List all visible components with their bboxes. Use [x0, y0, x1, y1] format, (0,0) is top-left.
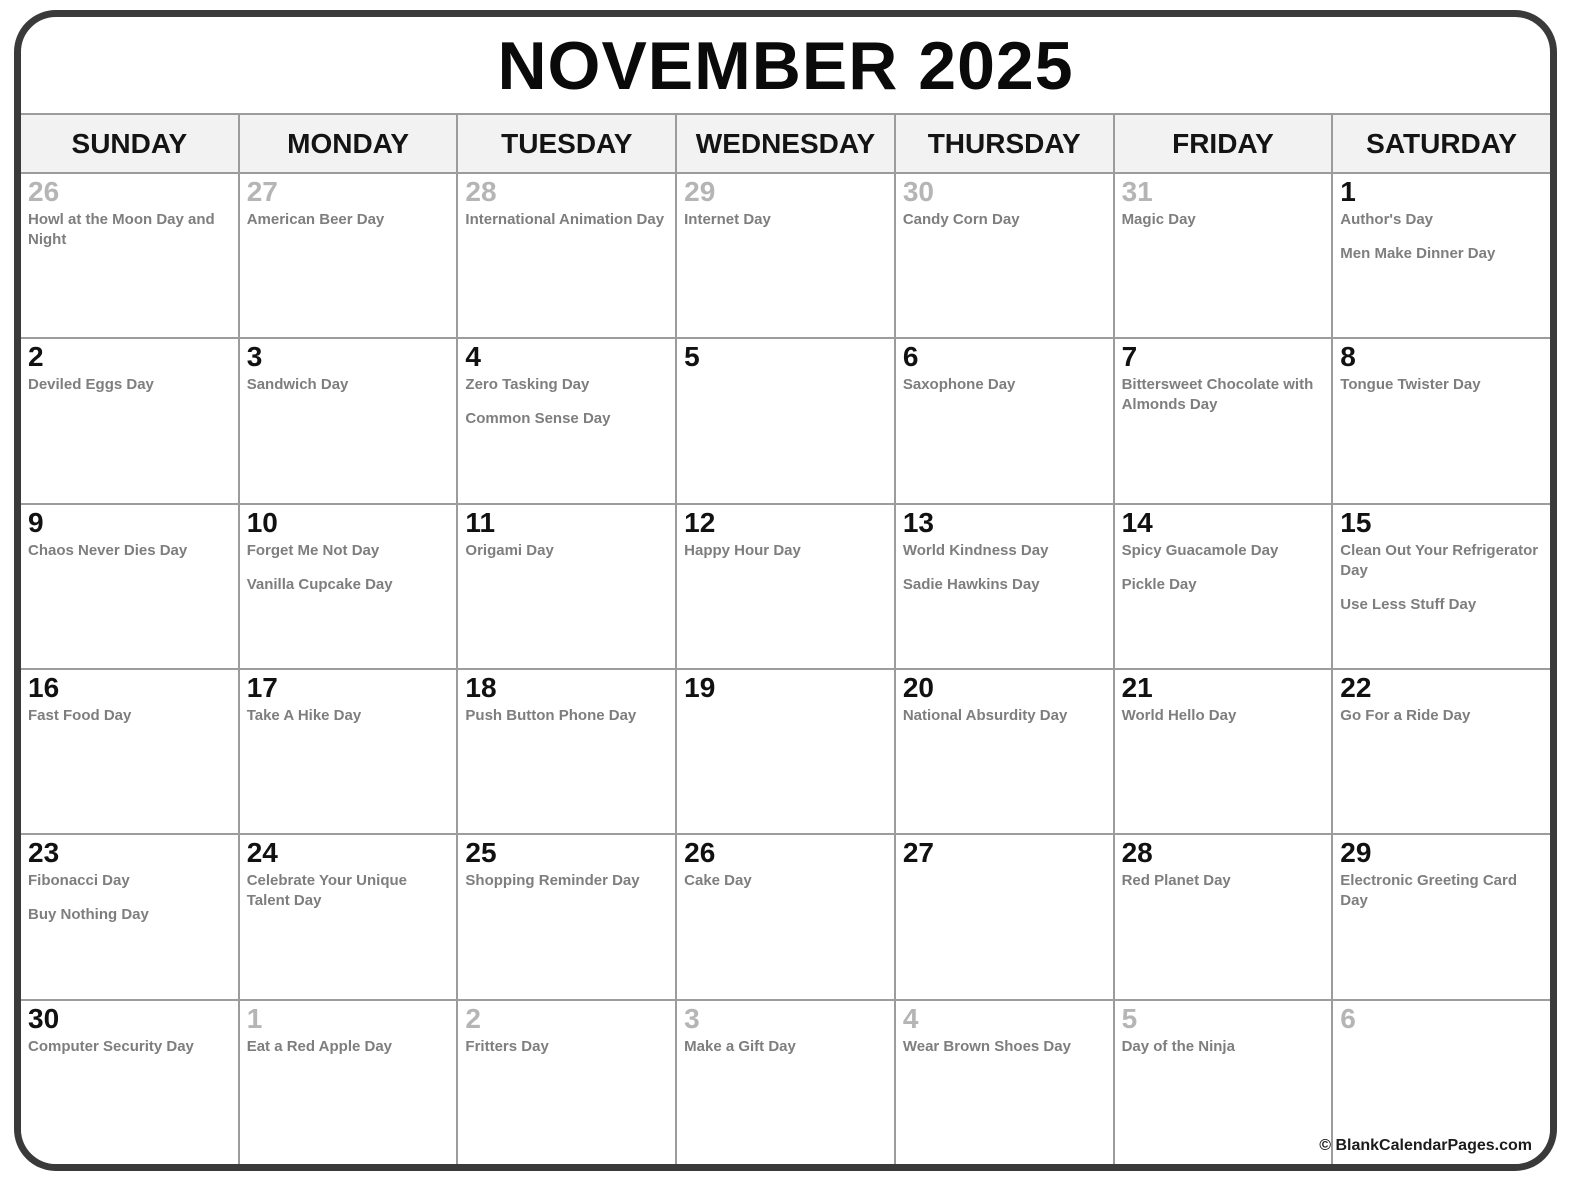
weekday-header: MONDAY [240, 115, 457, 172]
calendar-cell [240, 835, 457, 998]
date-number: 10 [246, 506, 278, 538]
holiday-label: Saxophone Day [902, 376, 1016, 394]
calendar-cell [1115, 505, 1332, 668]
calendar-cell [21, 835, 238, 998]
date-number: 29 [1340, 837, 1372, 869]
holiday-label: Computer Security Day [28, 1037, 194, 1055]
calendar-cell [1333, 339, 1550, 502]
holiday-label: National Absurdity Day [902, 706, 1068, 724]
holiday-label: Fast Food Day [28, 706, 132, 724]
holiday-label: Tongue Twister Day [1340, 376, 1481, 394]
date-number: 4 [465, 341, 481, 373]
holiday-label: Pickle Day [1121, 575, 1197, 593]
holiday-label: Use Less Stuff Day [1340, 595, 1477, 613]
calendar-cell [677, 174, 894, 337]
calendar-cell [1115, 339, 1332, 502]
holiday-label: World Hello Day [1121, 706, 1237, 724]
date-number: 31 [1121, 176, 1153, 207]
date-number: 27 [246, 176, 278, 207]
calendar-cell [1333, 174, 1550, 337]
holiday-label: Push Button Phone Day [465, 706, 637, 724]
calendar-cell [21, 339, 238, 502]
calendar-cell [896, 670, 1113, 833]
date-number: 3 [246, 341, 263, 373]
calendar-cell [1115, 670, 1332, 833]
holiday-label: Forget Me Not Day [246, 541, 380, 559]
calendar-cell [1333, 835, 1550, 998]
date-number: 28 [465, 176, 497, 207]
holiday-label: Wear Brown Shoes Day [902, 1037, 1071, 1055]
calendar-cell [458, 835, 675, 998]
date-number: 14 [1121, 506, 1153, 538]
holiday-label: Spicy Guacamole Day [1121, 541, 1279, 559]
calendar-cell [1333, 670, 1550, 833]
date-number: 9 [28, 506, 44, 538]
holiday-label: Bittersweet Chocolate with Almonds Day [1121, 376, 1314, 414]
date-number: 21 [1121, 671, 1153, 703]
calendar-cell [1333, 505, 1550, 668]
date-number: 4 [902, 1002, 919, 1034]
calendar-cell [21, 174, 238, 337]
holiday-label: Cake Day [684, 872, 752, 890]
holiday-label: Internet Day [684, 211, 771, 228]
calendar-cell [896, 1001, 1113, 1164]
holiday-label: Sadie Hawkins Day [902, 575, 1040, 593]
date-number: 7 [1121, 341, 1138, 373]
holiday-label: Deviled Eggs Day [28, 376, 154, 394]
calendar-cell [677, 505, 894, 668]
date-number: 15 [1340, 506, 1372, 538]
holiday-label: Common Sense Day [465, 410, 611, 428]
calendar-cell [240, 174, 457, 337]
date-number: 30 [902, 176, 934, 207]
calendar-cell [240, 1001, 457, 1164]
date-number: 1 [246, 1002, 263, 1034]
holiday-label: Day of the Ninja [1121, 1037, 1235, 1055]
date-number: 30 [28, 1002, 60, 1034]
calendar-cell [896, 174, 1113, 337]
holiday-label: Howl at the Moon Day and Night [28, 211, 215, 248]
date-number: 23 [28, 837, 60, 869]
holiday-label: Happy Hour Day [684, 541, 801, 559]
holiday-label: Magic Day [1121, 211, 1196, 228]
date-number: 11 [465, 506, 496, 538]
date-number: 3 [684, 1002, 700, 1034]
date-number: 5 [1121, 1002, 1138, 1034]
holiday-label: American Beer Day [246, 211, 385, 228]
calendar-cell [21, 1001, 238, 1164]
weekday-header: WEDNESDAY [677, 115, 894, 172]
date-number: 5 [684, 341, 700, 373]
date-number: 6 [1340, 1002, 1356, 1034]
holiday-label: Sandwich Day [246, 376, 349, 394]
date-number: 8 [1340, 341, 1356, 373]
date-number: 2 [28, 341, 44, 373]
date-number: 28 [1121, 837, 1153, 869]
holiday-label: Buy Nothing Day [28, 906, 149, 924]
weekday-header: SATURDAY [1333, 115, 1550, 172]
calendar-cell [240, 505, 457, 668]
calendar-cell [677, 835, 894, 998]
holiday-label: World Kindness Day [902, 541, 1049, 559]
date-number: 1 [1340, 176, 1356, 207]
holiday-label: Origami Day [465, 541, 554, 559]
holiday-label: Electronic Greeting Card Day [1340, 872, 1517, 910]
calendar-cell [21, 670, 238, 833]
calendar-cell [458, 174, 675, 337]
holiday-label: Zero Tasking Day [465, 376, 590, 394]
weekday-header: THURSDAY [896, 115, 1113, 172]
holiday-label: Fritters Day [465, 1037, 549, 1055]
holiday-label: Author's Day [1340, 211, 1434, 228]
calendar-cell [896, 339, 1113, 502]
date-number: 2 [465, 1002, 481, 1034]
calendar-cell [1115, 835, 1332, 998]
calendar-cell [896, 835, 1113, 998]
calendar-cell [240, 339, 457, 502]
holiday-label: Vanilla Cupcake Day [246, 575, 393, 593]
calendar-cell [458, 505, 675, 668]
calendar-cell [896, 505, 1113, 668]
holiday-label: Go For a Ride Day [1340, 706, 1471, 724]
holiday-label: International Animation Day [465, 211, 665, 228]
calendar-cell [458, 339, 675, 502]
date-number: 18 [465, 671, 497, 703]
calendar-cell [21, 505, 238, 668]
weekday-header: TUESDAY [458, 115, 675, 172]
date-number: 13 [902, 506, 934, 538]
weekday-header: FRIDAY [1115, 115, 1332, 172]
holiday-label: Take A Hike Day [246, 706, 362, 724]
calendar-cell [677, 670, 894, 833]
date-number: 29 [684, 176, 716, 207]
calendar-cell [458, 1001, 675, 1164]
holiday-label: Fibonacci Day [28, 872, 130, 890]
holiday-label: Shopping Reminder Day [465, 872, 640, 890]
copyright-text: © BlankCalendarPages.com [1319, 1137, 1532, 1154]
holiday-label: Make a Gift Day [684, 1037, 796, 1055]
holiday-label: Chaos Never Dies Day [28, 541, 188, 559]
date-number: 20 [902, 671, 934, 703]
date-number: 27 [902, 837, 934, 869]
calendar-cell [677, 339, 894, 502]
date-number: 26 [684, 837, 716, 869]
holiday-label: Men Make Dinner Day [1340, 245, 1496, 262]
date-number: 26 [28, 176, 60, 207]
holiday-label: Celebrate Your Unique Talent Day [246, 872, 408, 910]
calendar-cell [677, 1001, 894, 1164]
calendar-cell [458, 670, 675, 833]
date-number: 6 [902, 341, 919, 373]
calendar-cell [1115, 174, 1332, 337]
date-number: 19 [684, 671, 716, 703]
calendar-title: NOVEMBER 2025 [497, 28, 1074, 104]
calendar-cell [240, 670, 457, 833]
date-number: 24 [246, 837, 278, 869]
date-number: 16 [28, 671, 60, 703]
holiday-label: Red Planet Day [1121, 872, 1231, 890]
date-number: 22 [1340, 671, 1372, 703]
calendar-cell [1115, 1001, 1332, 1164]
calendar-grid [21, 113, 1550, 1164]
date-number: 17 [246, 671, 278, 703]
calendar [14, 10, 1557, 1171]
holiday-label: Candy Corn Day [902, 211, 1020, 228]
weekday-header: SUNDAY [21, 115, 238, 172]
holiday-label: Clean Out Your Refrigerator Day [1340, 541, 1539, 579]
date-number: 12 [684, 506, 716, 538]
date-number: 25 [465, 837, 497, 869]
holiday-label: Eat a Red Apple Day [246, 1037, 393, 1055]
